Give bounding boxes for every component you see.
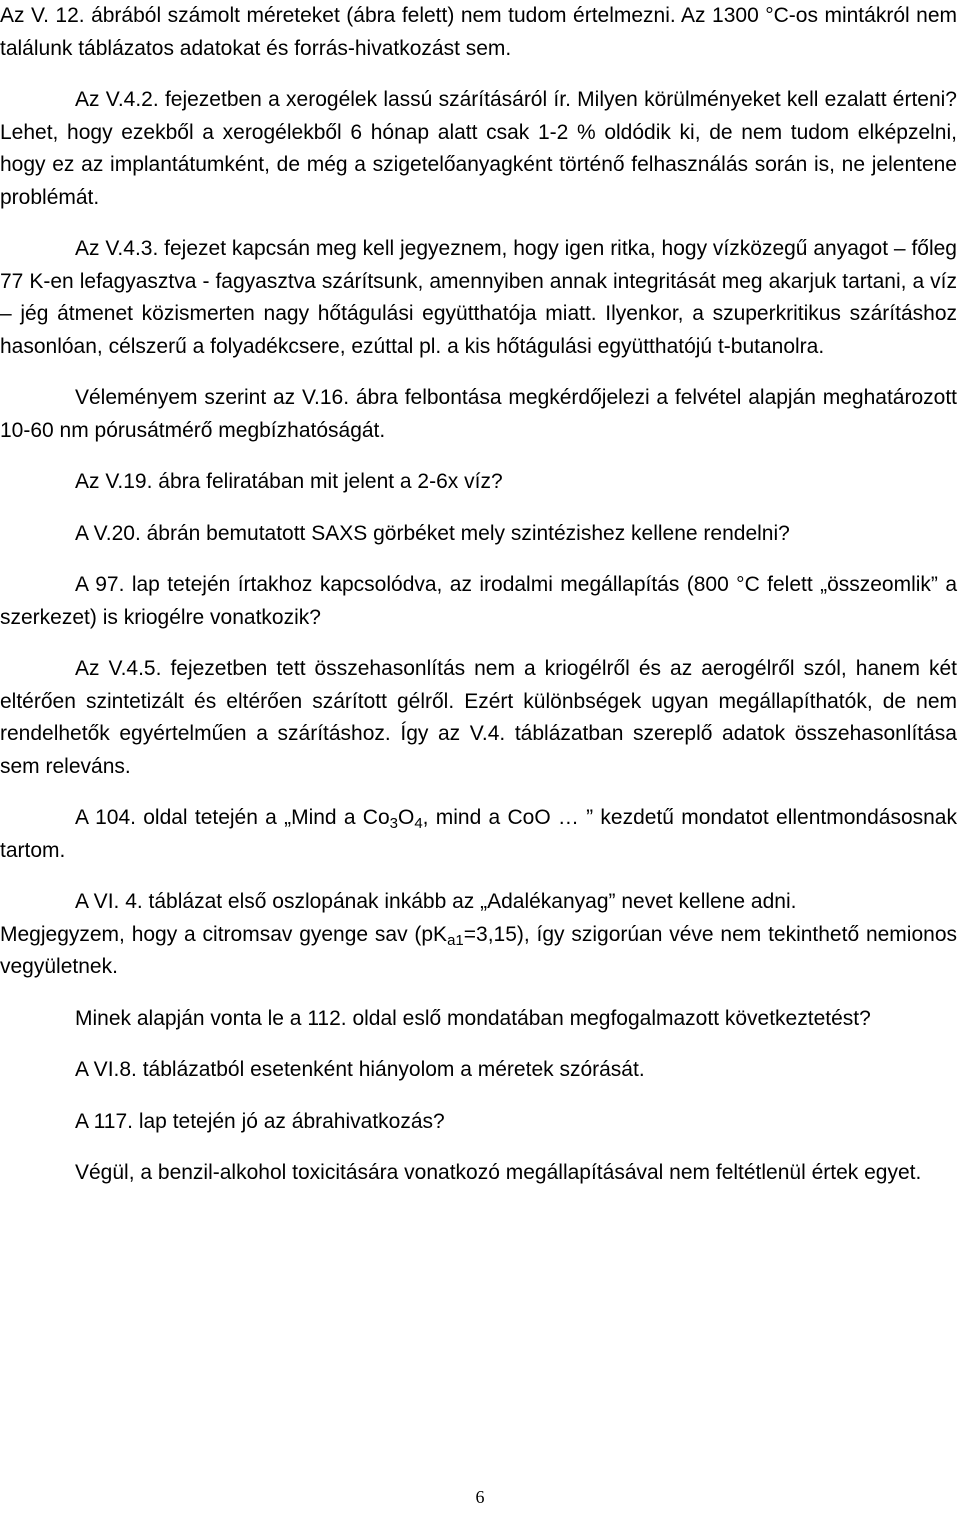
paragraph-citric-acid-note [0,919,957,984]
page-number: 6 [475,1487,485,1507]
paragraph-table-vi4-comment: A VI. 4. táblázat első oszlopának inkább az „Adalékanyag” nevet kellene adni. [75,890,797,913]
paragraph-page-117-question: A 117. lap tetején jó az ábrahivatkozás? [75,1109,445,1133]
paragraph-page-104-comment [0,802,957,867]
paragraph-freeze-drying: Az V.4.3. fejezet kapcsán meg kell jegyeznem, hogy igen ritka, hogy vízközegű anyagot – főleg 77 K-en lefagyasztva - fagyasztva szárítsunk, amennyiben annak integritását meg akarjuk tartani, a víz – jég átmenet közismerten nagy hőtágulási együtthatója miatt. Ilyenkor, a szuperkritikus szárításhoz hasonlóan, célszerű a folyadékcsere, ezúttal pl. a kis hőtágulási együtthatójú t-butanolra. [0,237,957,358]
paragraph-page-112-question: Minek alapján vonta le a 112. oldal eslő mondatában megfogalmazott következtetést? [75,1006,871,1030]
paragraph-benzyl-alcohol-comment: Végül, a benzil-alkohol toxicitására vonatkozó megállapításával nem feltétlenül értek egyet. [75,1161,922,1184]
paragraph-comparison-chapter: Az V.4.5. fejezetben tett összehasonlítás nem a kriogélről és az aerogélről szól, hanem két eltérően szintetizált és eltérően szárított gélről. Ezért különbségek ugyan megállapíthatók, de nem rendelhetők egyértelműen a szárításhoz. Így az V.4. táblázatban szereplő adatok összehasonlítása sem releváns. [0,657,957,778]
paragraph-saxs-question: A V.20. ábrán bemutatott SAXS görbéket mely szintézishez kellene rendelni? [75,521,790,545]
text-segment: , mind a CoO … ” kezdetű mondatot ellentmondásosnak tartom. [0,806,957,862]
paragraph-table-vi8-comment: A VI.8. táblázatból esetenként hiányolom a méretek szórását. [75,1058,645,1081]
paragraph-figure-v16-resolution: Véleményem szerint az V.16. ábra felbontása megkérdőjelezi a felvétel alapján meghatározott 10-60 nm pórusátmérő megbízhatóságát. [0,386,957,442]
paragraph-page-97-question: A 97. lap tetején írtakhoz kapcsolódva, az irodalmi megállapítás (800 °C felett „összeomlik” a szerkezet) is kriogélre vonatkozik? [0,573,957,629]
paragraph-figure-v12-comment: Az V. 12. ábrából számolt méreteket (ábra felett) nem tudom értelmezni. Az 1300 °C-os mintákról nem találunk táblázatos adatokat és forrás-hivatkozást sem. [0,4,957,60]
subscript: a1 [447,931,464,949]
paragraph-xerogel-drying: Az V.4.2. fejezetben a xerogélek lassú szárításáról ír. Milyen körülményeket kell ezalatt érteni? Lehet, hogy ezekből a xerogélekből 6 hónap alatt csak 1-2 % oldódik ki, de nem tudom elképzelni, hogy ez az implantátumként, de még a szigetelőanyagként történő felhasználás során is, ne jelentene problémát. [0,88,957,209]
subscript: 3 [389,815,398,832]
text-segment: =3,15), így szigorúan véve nem tekinthető nemionos vegyületnek. [0,922,957,978]
text-segment: O [397,806,415,829]
paragraph-figure-v19-question: Az V.19. ábra feliratában mit jelent a 2-6x víz? [75,470,503,493]
subscript: 4 [414,815,423,832]
text-segment: Megjegyzem, hogy a citromsav gyenge sav (pK [0,922,448,946]
text-segment: A 104. oldal tetején a „Mind a Co [75,806,390,829]
